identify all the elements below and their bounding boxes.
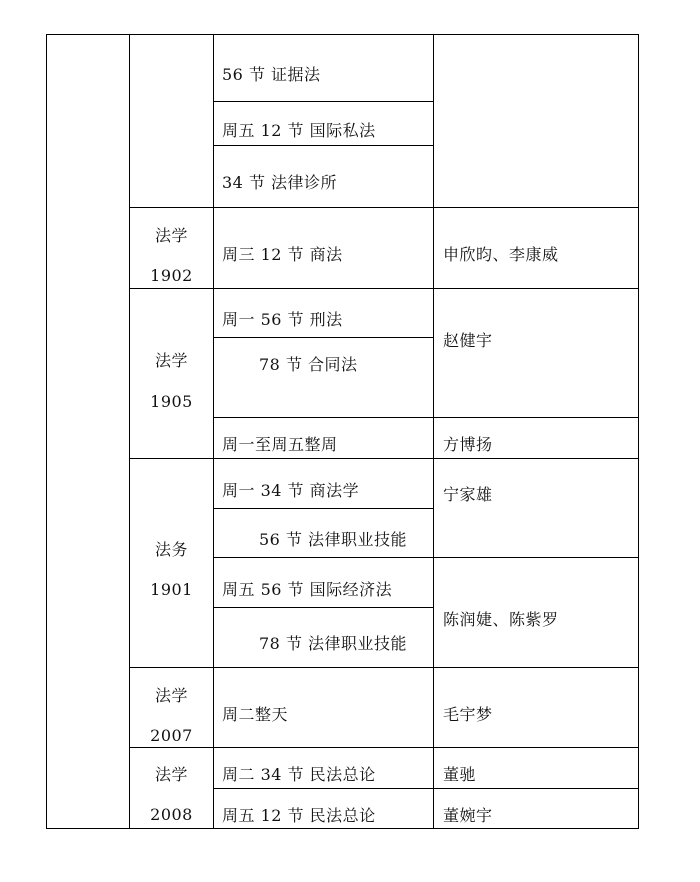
class-name: 法学 bbox=[154, 686, 188, 705]
teacher-cell: 申欣昀、李康威 bbox=[443, 245, 559, 264]
class-name: 法学 bbox=[154, 351, 188, 370]
table-border-bottom bbox=[46, 828, 639, 829]
session-cell: 34 节 法律诊所 bbox=[222, 173, 338, 192]
session-teacher-divider bbox=[213, 557, 639, 558]
session-cell: 周五 56 节 国际经济法 bbox=[222, 580, 393, 599]
class-number: 2007 bbox=[150, 726, 193, 745]
teacher-cell: 董婉宇 bbox=[443, 806, 493, 825]
session-cell: 78 节 合同法 bbox=[259, 355, 358, 374]
class-number: 2008 bbox=[150, 805, 193, 824]
session-divider bbox=[213, 508, 434, 509]
row-divider bbox=[129, 288, 639, 289]
column-divider-3 bbox=[433, 34, 434, 829]
row-divider bbox=[129, 747, 639, 748]
table-border-right bbox=[638, 34, 639, 829]
class-name: 法学 bbox=[154, 226, 188, 245]
row-divider bbox=[129, 207, 639, 208]
table-border-top bbox=[46, 34, 639, 35]
session-cell: 56 节 证据法 bbox=[222, 65, 321, 84]
session-cell: 周二 34 节 民法总论 bbox=[222, 765, 376, 784]
session-cell: 周五 12 节 民法总论 bbox=[222, 806, 376, 825]
column-divider-1 bbox=[129, 34, 130, 829]
table-border-left bbox=[46, 34, 47, 829]
session-cell: 56 节 法律职业技能 bbox=[259, 530, 408, 549]
teacher-cell: 宁家雄 bbox=[443, 485, 493, 504]
session-teacher-divider bbox=[213, 417, 639, 418]
session-divider bbox=[213, 145, 434, 146]
session-divider bbox=[213, 101, 434, 102]
session-cell: 78 节 法律职业技能 bbox=[259, 634, 408, 653]
session-teacher-divider bbox=[213, 788, 639, 789]
column-divider-2 bbox=[213, 34, 214, 829]
class-number: 1901 bbox=[150, 580, 193, 599]
teacher-cell: 方博扬 bbox=[443, 435, 493, 454]
session-cell: 周一 56 节 刑法 bbox=[222, 310, 343, 329]
class-number: 1905 bbox=[150, 392, 193, 411]
class-name: 法学 bbox=[154, 765, 188, 784]
row-divider bbox=[129, 458, 639, 459]
teacher-cell: 赵健宇 bbox=[443, 331, 493, 350]
session-cell: 周一至周五整周 bbox=[222, 435, 338, 454]
session-cell: 周三 12 节 商法 bbox=[222, 245, 343, 264]
session-cell: 周一 34 节 商法学 bbox=[222, 481, 360, 500]
class-name: 法务 bbox=[154, 540, 188, 559]
class-number: 1902 bbox=[150, 266, 193, 285]
teacher-cell: 毛宇梦 bbox=[443, 705, 493, 724]
teacher-cell: 陈润婕、陈紫罗 bbox=[443, 610, 559, 629]
session-cell: 周二整天 bbox=[222, 705, 289, 724]
teacher-cell: 董驰 bbox=[443, 765, 477, 784]
session-divider bbox=[213, 607, 434, 608]
session-divider bbox=[213, 337, 434, 338]
row-divider bbox=[129, 667, 639, 668]
session-cell: 周五 12 节 国际私法 bbox=[222, 121, 376, 140]
